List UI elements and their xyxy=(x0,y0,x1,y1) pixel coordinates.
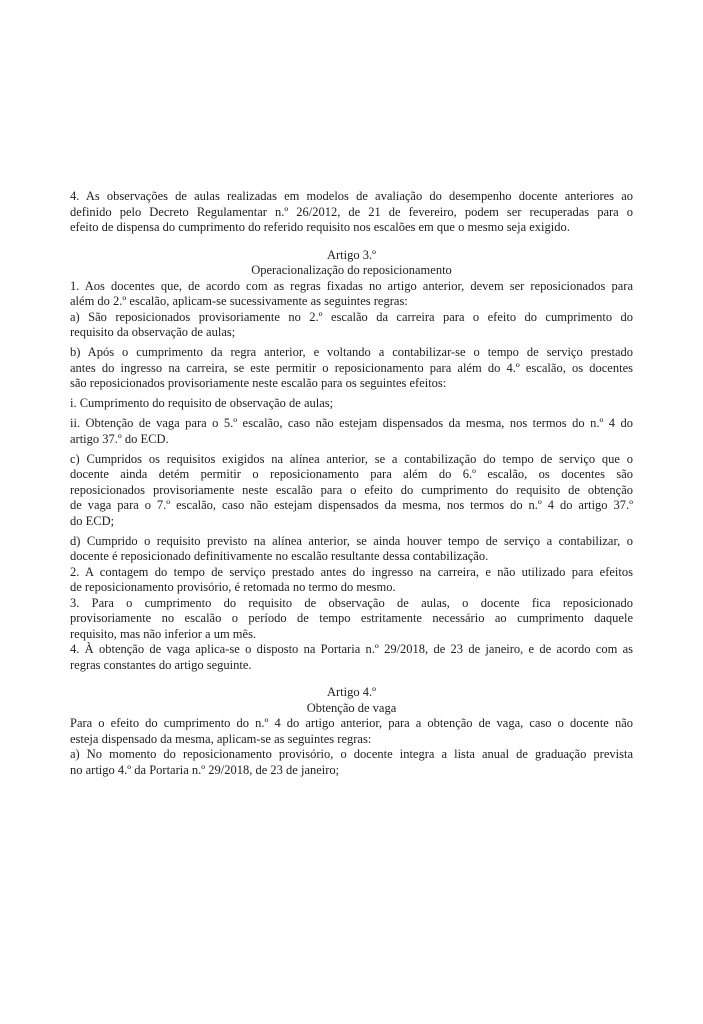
text-line: esteja dispensado da mesma, aplicam-se as seguintes regras: xyxy=(70,731,372,746)
text-line: de reposicionamento provisório, é retomada no termo do mesmo. xyxy=(70,580,396,594)
text-line: 3. Para o cumprimento do requisito de observação de aulas, o docente fica reposicionado xyxy=(70,595,633,610)
paragraph xyxy=(70,747,633,778)
text-line: Para o efeito do cumprimento do n.º 4 do artigo anterior, para a obtenção de vaga, caso o docente não xyxy=(70,716,633,730)
paragraph xyxy=(70,189,633,236)
paragraph xyxy=(70,310,633,341)
article-number: Artigo 3.º xyxy=(326,247,376,262)
article-heading xyxy=(70,248,633,279)
paragraph xyxy=(70,596,633,643)
text-line: requisito, mas não inferior a um mês. xyxy=(70,626,257,641)
text-line: do ECD; xyxy=(70,513,115,528)
text-line: são reposicionados provisoriamente neste escalão para os seguintes efeitos: xyxy=(70,376,447,390)
text-line: no artigo 4.º da Portaria n.º 29/2018, de 23 de janeiro; xyxy=(70,762,340,777)
text-line: artigo 37.º do ECD. xyxy=(70,431,169,446)
paragraph xyxy=(70,396,633,412)
text-line: definido pelo Decreto Regulamentar n.º 26/2012, de 21 de fevereiro, podem ser recuperadas para o xyxy=(70,204,633,219)
text-line: antes do ingresso na carreira, se este permitir o reposicionamento para além do 4.º escalão, os docentes xyxy=(70,360,633,375)
text-line: a) São reposicionados provisoriamente no 2.º escalão da carreira para o efeito do cumprimento do xyxy=(70,309,633,324)
text-line: 4. As observações de aulas realizadas em modelos de avaliação do desempenho docente anteriores ao xyxy=(70,189,633,203)
text-line: a) No momento do reposicionamento provisório, o docente integra a lista anual de graduação prevista xyxy=(70,747,633,761)
article-heading xyxy=(70,685,633,716)
article-title: Obtenção de vaga xyxy=(306,700,397,715)
text-line: 2. A contagem do tempo de serviço prestado antes do ingresso na carreira, e não utilizado para efeitos xyxy=(70,564,633,579)
text-line: regras constantes do artigo seguinte. xyxy=(70,657,252,672)
text-line: b) Após o cumprimento da regra anterior, e voltando a contabilizar-se o tempo de serviço prestado xyxy=(70,345,633,359)
text-line: i. Cumprimento do requisito de observação de aulas; xyxy=(70,396,334,410)
paragraph xyxy=(70,716,633,747)
text-line: requisito da observação de aulas; xyxy=(70,325,236,339)
paragraph xyxy=(70,452,633,530)
paragraph xyxy=(70,416,633,447)
paragraph xyxy=(70,279,633,310)
text-line: efeito de dispensa do cumprimento do referido requisito nos escalões em que o mesmo seja exigido. xyxy=(70,220,570,234)
paragraph xyxy=(70,534,633,565)
text-line: provisoriamente no escalão o período de tempo estritamente necessário ao cumprimento daquele xyxy=(70,611,633,625)
paragraph xyxy=(70,565,633,596)
text-line: 4. À obtenção de vaga aplica-se o disposto na Portaria n.º 29/2018, de 23 de janeiro, e de acordo com as xyxy=(70,642,633,656)
text-line: docente é reposicionado definitivamente no escalão resultante dessa contabilização. xyxy=(70,549,489,563)
article-title: Operacionalização do reposicionamento xyxy=(251,263,452,277)
document-body xyxy=(70,189,633,778)
text-line: reposicionados provisoriamente neste escalão para o efeito do cumprimento do requisito de obtenção xyxy=(70,482,633,497)
text-line: docente ainda detém permitir o reposicionamento para além do 6.º escalão, os docentes são xyxy=(70,467,633,481)
text-line: de vaga para o 7.º escalão, caso não estejam dispensados da mesma, nos termos do n.º 4 do artigo 37.º xyxy=(70,498,633,512)
text-line: c) Cumpridos os requisitos exigidos na alínea anterior, se a contabilização do tempo de serviço que o xyxy=(70,451,633,466)
text-line: d) Cumprido o requisito previsto na alínea anterior, se ainda houver tempo de serviço a contabilizar, o xyxy=(70,533,633,548)
text-line: além do 2.º escalão, aplicam-se sucessivamente as seguintes regras: xyxy=(70,294,408,308)
text-line: ii. Obtenção de vaga para o 5.º escalão, caso não estejam dispensados da mesma, nos termos do n.º 4 do xyxy=(70,416,633,430)
text-line: 1. Aos docentes que, de acordo com as regras fixadas no artigo anterior, devem ser reposicionados para xyxy=(70,278,633,293)
paragraph xyxy=(70,642,633,673)
paragraph xyxy=(70,345,633,392)
article-number: Artigo 4.º xyxy=(326,685,376,699)
